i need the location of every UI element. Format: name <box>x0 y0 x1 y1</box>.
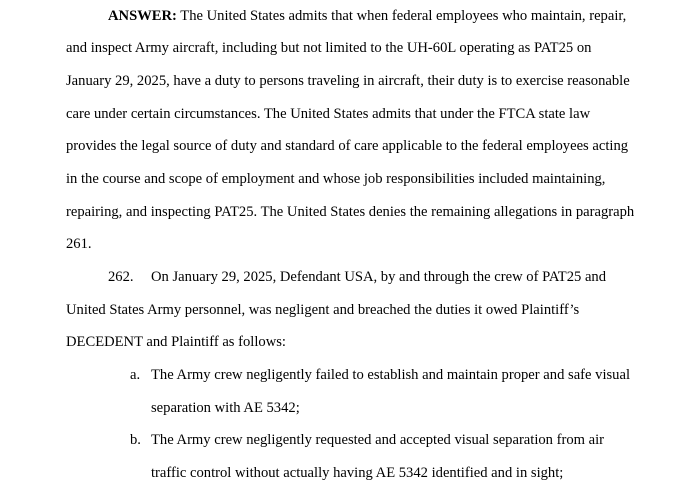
answer-line-4: care under certain circumstances. The United States admits that under the FTCA state law <box>66 106 591 122</box>
list-item-a-line-2: separation with AE 5342; <box>151 400 300 416</box>
para262-line-1: On January 29, 2025, Defendant USA, by and through the crew of PAT25 and <box>151 269 607 285</box>
para262-line-3: DECEDENT and Plaintiff as follows: <box>66 334 286 350</box>
answer-line-8: 261. <box>66 236 92 252</box>
para262-line-2: United States Army personnel, was negligent and breached the duties it owed Plaintiff’s <box>66 302 580 318</box>
answer-text: The United States admits that when federal employees who maintain, repair, <box>176 8 627 24</box>
answer-line-2: and inspect Army aircraft, including but not limited to the UH-60L operating as PAT25 on <box>66 40 592 56</box>
list-item-b-line-1: The Army crew negligently requested and accepted visual separation from air <box>151 432 605 448</box>
list-item-letter-a: a. <box>130 367 141 383</box>
answer-line-7: repairing, and inspecting PAT25. The United States denies the remaining allegations in paragraph <box>66 204 635 220</box>
answer-line-5: provides the legal source of duty and standard of care applicable to the federal employees acting <box>66 138 629 154</box>
paragraph-number: 262. <box>108 269 134 285</box>
answer-line-3: January 29, 2025, have a duty to persons traveling in aircraft, their duty is to exercise reasonable <box>66 73 630 89</box>
answer-label: ANSWER: <box>108 8 177 24</box>
answer-line-6: in the course and scope of employment and whose job responsibilities included maintaining, <box>66 171 606 187</box>
list-item-letter-b: b. <box>130 432 141 448</box>
list-item-b-line-2: traffic control without actually having AE 5342 identified and in sight; <box>151 465 564 481</box>
list-item-a-line-1: The Army crew negligently failed to establish and maintain proper and safe visual <box>151 367 631 383</box>
answer-line-1 <box>108 7 626 25</box>
